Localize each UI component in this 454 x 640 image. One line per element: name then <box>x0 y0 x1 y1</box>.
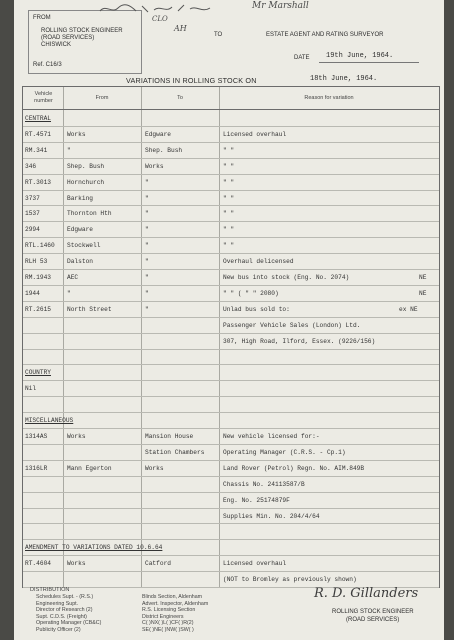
table-cell-num: 3737 <box>25 194 40 202</box>
row-rule <box>23 523 439 524</box>
table-cell-num: RM.1943 <box>25 274 51 281</box>
table-cell-reason: Overhaul delicensed <box>223 258 294 266</box>
table-cell-reason: Operating Manager (C.R.S. - Cp.1) <box>223 448 346 456</box>
table-cell-from: Dalston <box>67 258 93 266</box>
distribution-label: DISTRIBUTION <box>30 587 70 593</box>
table-cell-num: RT.3013 <box>25 178 51 186</box>
table-cell-reason: " " <box>223 178 235 186</box>
from-box <box>28 10 142 74</box>
row-rule <box>23 221 439 222</box>
table-cell-reason: " " <box>223 194 235 202</box>
table-cell-to: " <box>145 178 149 186</box>
garage-tag: ex NE <box>399 305 418 313</box>
table-cell-to: Mansion House <box>145 433 194 440</box>
table-cell-num: RT.2615 <box>25 305 51 313</box>
table-cell-from: Works <box>67 560 86 568</box>
from-line-2: (ROAD SERVICES) <box>41 35 95 41</box>
distribution-item: Supt. C.D.S. (Freight) <box>36 613 87 620</box>
distribution-item: Operating Manager (CB&C) <box>36 620 102 626</box>
table-cell-to: Edgware <box>145 130 171 138</box>
reference: Ref. C16/3 <box>33 62 62 68</box>
table-cell-reason: " " <box>223 146 235 154</box>
table-cell-num: COUNTRY <box>25 369 51 377</box>
table-cell-to: Works <box>145 162 164 170</box>
table-cell-to: Works <box>145 464 164 472</box>
row-rule <box>23 444 439 445</box>
table-cell-num: 1537 <box>25 210 40 218</box>
row-rule <box>23 269 439 270</box>
garage-tag: NE <box>419 274 427 281</box>
table-cell-reason: New vehicle licensed for:- <box>223 433 320 440</box>
date-value: 19th June, 1964. <box>326 52 394 60</box>
distribution-item: Director of Research (2) <box>36 607 93 613</box>
distribution-left-list <box>36 594 101 633</box>
table-cell-reason: Eng. No. 25174879F <box>223 496 290 504</box>
table-cell-num: MISCELLANEOUS <box>25 417 74 425</box>
table-cell-num: 1314AS <box>25 433 48 440</box>
signatory-title: ROLLING STOCK ENGINEER <box>332 609 414 615</box>
table-cell-to: " <box>145 258 149 266</box>
table-cell-num: CENTRAL <box>25 115 51 122</box>
table-cell-num: 1316LR <box>25 464 48 472</box>
row-rule <box>23 349 439 350</box>
table-cell-from: " <box>67 146 71 154</box>
variations-table <box>22 86 440 588</box>
table-cell-reason: " " ( " " 2080) <box>223 289 279 297</box>
row-rule <box>23 285 439 286</box>
from-line-1: ROLLING STOCK ENGINEER <box>41 28 123 34</box>
table-cell-reason: Supplies Min. No. 204/4/64 <box>223 512 320 520</box>
variation-form-sheet <box>14 0 444 640</box>
col-divider-1 <box>63 87 64 587</box>
date-underline <box>319 62 419 63</box>
row-rule <box>23 126 439 127</box>
distribution-item: Blinds Section, Aldenham <box>142 594 203 600</box>
table-cell-to: Catford <box>145 560 171 568</box>
table-cell-from: AEC <box>67 274 79 281</box>
table-cell-to: " <box>145 289 149 297</box>
row-rule <box>23 539 439 540</box>
row-rule <box>23 460 439 461</box>
table-cell-to: " <box>145 210 149 218</box>
distribution-item: R.S. Licensing Section <box>142 607 196 613</box>
to-value: ESTATE AGENT AND RATING SURVEYOR <box>266 32 384 38</box>
table-cell-from: " <box>67 289 71 297</box>
scribble-icon <box>98 3 218 15</box>
table-cell-reason: Land Rover (Petrol) Regn. No. AIM.849B <box>223 464 365 472</box>
row-rule <box>23 476 439 477</box>
table-cell-reason: Chassis No. 24113587/B <box>223 480 305 488</box>
col-header-from: From <box>95 95 109 101</box>
row-rule <box>23 301 439 302</box>
from-label: FROM <box>33 15 51 21</box>
distribution-right-list <box>142 594 208 633</box>
table-cell-num: AMENDMENT TO VARIATIONS DATED 10.6.64 <box>25 544 163 552</box>
row-rule <box>23 253 439 254</box>
table-cell-num: 1944 <box>25 289 40 297</box>
table-cell-to: " <box>145 305 149 313</box>
table-cell-to: Shep. Bush <box>145 146 183 154</box>
garage-tag: NE <box>419 289 427 297</box>
row-rule <box>23 396 439 397</box>
row-rule <box>23 190 439 191</box>
table-cell-num: RT.4571 <box>25 130 51 138</box>
col-divider-2 <box>141 87 142 587</box>
distribution-item: Advert. Inspector, Aldenham <box>142 600 209 607</box>
handwritten-recipient: Mr Marshall <box>252 1 309 11</box>
date-label: DATE <box>294 55 310 61</box>
table-cell-from: Thornton Hth <box>67 210 112 218</box>
row-rule <box>23 380 439 381</box>
row-rule <box>23 492 439 493</box>
table-cell-from: North Street <box>67 305 112 313</box>
table-cell-reason: (NOT to Bromley as previously shown) <box>223 576 357 584</box>
handwritten-cc: CLO <box>152 15 168 23</box>
distribution-item: Engineering Supt. <box>36 600 79 607</box>
table-cell-num: RLH 53 <box>25 258 48 266</box>
table-cell-to: " <box>145 242 149 250</box>
table-cell-reason: Licensed overhaul <box>223 560 287 568</box>
distribution-item: SE( )NE( )NW( )SW( ) <box>142 626 194 633</box>
col-header-to: To <box>177 95 183 101</box>
row-rule <box>23 364 439 365</box>
row-rule <box>23 237 439 238</box>
row-rule <box>23 571 439 572</box>
table-cell-reason: " " <box>223 226 235 234</box>
form-title: VARIATIONS IN ROLLING STOCK ON <box>126 76 257 85</box>
table-cell-to: Station Chambers <box>145 448 205 456</box>
row-rule <box>23 142 439 143</box>
table-cell-to: " <box>145 274 149 281</box>
table-cell-reason: Licensed overhaul <box>223 130 287 138</box>
row-rule <box>23 174 439 175</box>
table-cell-from: Stockwell <box>67 242 101 250</box>
table-cell-reason: Passenger Vehicle Sales (London) Ltd. <box>223 321 361 329</box>
table-cell-from: Shep. Bush <box>67 162 105 170</box>
col-divider-3 <box>219 87 220 587</box>
table-cell-num: RM.341 <box>25 146 48 154</box>
to-label: TO <box>214 32 223 38</box>
table-cell-num: 346 <box>25 162 37 170</box>
row-rule <box>23 428 439 429</box>
table-cell-num: RTL.1460 <box>25 242 55 250</box>
form-title-date: 18th June, 1964. <box>310 75 378 83</box>
row-rule <box>23 412 439 413</box>
col-header-reason: Reason for variation <box>304 95 354 101</box>
row-rule <box>23 508 439 509</box>
table-cell-num: Nil <box>25 385 37 393</box>
table-cell-to: " <box>145 226 149 234</box>
header-divider <box>23 109 439 110</box>
distribution-item: District Engineers <box>142 613 184 620</box>
table-cell-from: Works <box>67 130 86 138</box>
table-cell-reason: " " <box>223 210 235 218</box>
row-rule <box>23 205 439 206</box>
table-cell-from: Works <box>67 433 86 440</box>
row-rule <box>23 317 439 318</box>
table-cell-num: RT.4604 <box>25 560 51 568</box>
table-cell-reason: " " <box>223 162 235 170</box>
table-cell-reason: " " <box>223 242 235 250</box>
signatory-sub: (ROAD SERVICES) <box>346 617 400 623</box>
from-line-3: CHISWICK <box>41 42 71 48</box>
signature: R. D. Gillanders <box>314 586 419 601</box>
table-cell-from: Barking <box>67 194 93 202</box>
col-header-vehicle: Vehicle number <box>34 91 53 104</box>
distribution-item: C( )NX( )L( )CF( )R(2) <box>142 620 194 626</box>
table-cell-num: 2994 <box>25 226 40 234</box>
row-rule <box>23 555 439 556</box>
distribution-item: Schedules Supt. - (R.S.) <box>36 594 94 600</box>
table-cell-from: Mann Egerton <box>67 464 112 472</box>
table-cell-to: " <box>145 194 149 202</box>
table-cell-reason: 307, High Road, Ilford, Essex. (9226/156) <box>223 337 376 345</box>
table-cell-reason: Unlad bus sold to: <box>223 305 290 313</box>
row-rule <box>23 333 439 334</box>
table-cell-reason: New bus into stock (Eng. No. 2074) <box>223 274 350 281</box>
row-rule <box>23 158 439 159</box>
distribution-item: Publicity Officer (2) <box>36 626 81 633</box>
table-cell-from: Hornchurch <box>67 178 105 186</box>
handwritten-initials: AH <box>174 24 187 33</box>
table-cell-from: Edgware <box>67 226 93 234</box>
